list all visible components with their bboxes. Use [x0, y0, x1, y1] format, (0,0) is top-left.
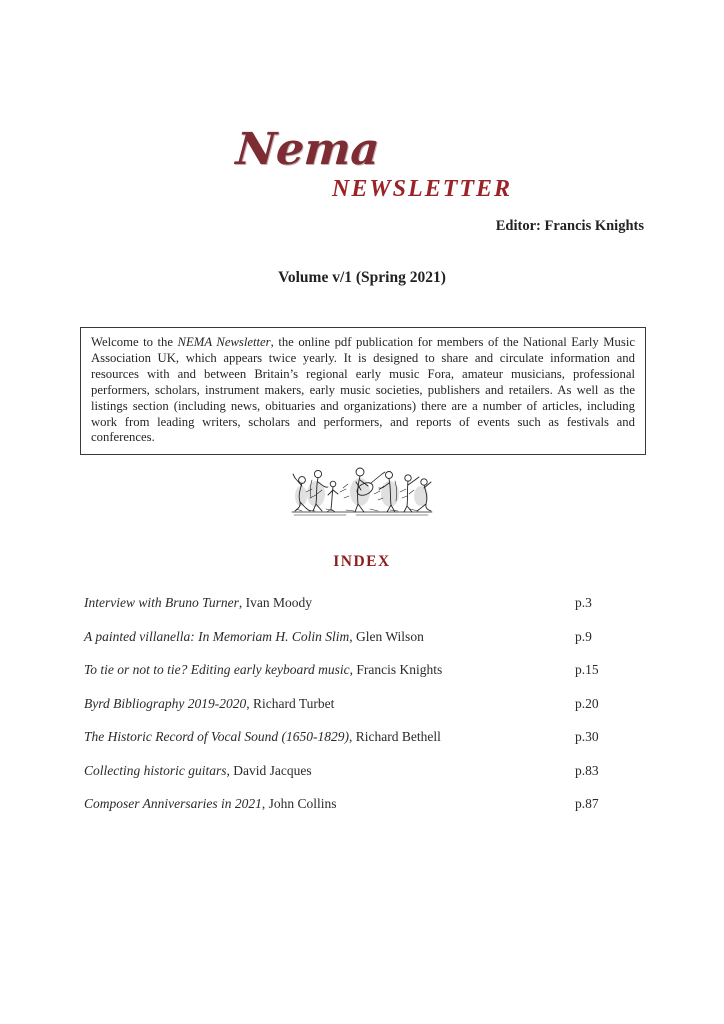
entry-title: To tie or not to tie? Editing early keyboard music: [84, 662, 350, 677]
welcome-box: [80, 327, 646, 455]
entry-page: p.3: [575, 595, 592, 610]
entry-page: p.87: [575, 796, 599, 811]
index-row: [84, 695, 645, 712]
entry-title: The Historic Record of Vocal Sound (1650-1829): [84, 729, 349, 744]
entry-author: , Francis Knights: [349, 662, 443, 677]
welcome-text-post: , the online pdf publication for members of the National Early Music Association UK, which appears twice yearly. It is designed to share and circulate information and resources with and between Britain’s regional early music Fora, amateur musicians, professional performers, scholars, instrument makers, early music societies, publishers and retailers. As well as the listings section (including news, obituaries and organizations) there are a number of articles, including work from leading writers, scholars and performers, and reports of events such as festivals and conferences.: [91, 335, 635, 445]
entry-title: Collecting historic guitars: [84, 762, 227, 778]
index-row: [84, 762, 645, 779]
index-row: [84, 795, 645, 812]
entry-page: p.83: [575, 762, 599, 778]
welcome-text-italic: NEMA Newsletter: [177, 335, 271, 349]
entry-title: A painted villanella: In Memoriam H. Colin Slim: [84, 628, 350, 644]
editor-line: Editor: Francis Knights: [495, 218, 644, 234]
entry-author: , Glen Wilson: [349, 628, 424, 644]
entry-page: p.9: [575, 628, 592, 644]
nema-logo: Nema: [234, 124, 382, 175]
index-row: [84, 728, 645, 745]
index-heading: INDEX: [333, 553, 391, 570]
index-row: [84, 628, 645, 645]
musicians-engraving: [286, 462, 438, 525]
entry-author: , John Collins: [261, 796, 337, 811]
entry-page: p.15: [575, 662, 599, 677]
volume-line: Volume v/1 (Spring 2021): [278, 269, 446, 286]
entry-page: p.30: [575, 729, 599, 744]
entry-author: , Richard Bethell: [348, 729, 441, 744]
index-list: [84, 594, 645, 829]
entry-author: , Richard Turbet: [246, 695, 335, 711]
entry-page: p.20: [575, 695, 599, 711]
entry-title: Composer Anniversaries in 2021: [84, 796, 262, 811]
entry-title: Byrd Bibliography 2019-2020: [84, 695, 247, 711]
entry-author: , David Jacques: [226, 762, 312, 778]
newsletter-masthead: NEWSLETTER: [332, 176, 513, 202]
index-row: [84, 594, 645, 611]
index-row: [84, 661, 645, 678]
entry-author: , Ivan Moody: [238, 595, 312, 610]
entry-title: Interview with Bruno Turner: [84, 595, 239, 610]
welcome-text-pre: Welcome to the: [91, 335, 178, 349]
